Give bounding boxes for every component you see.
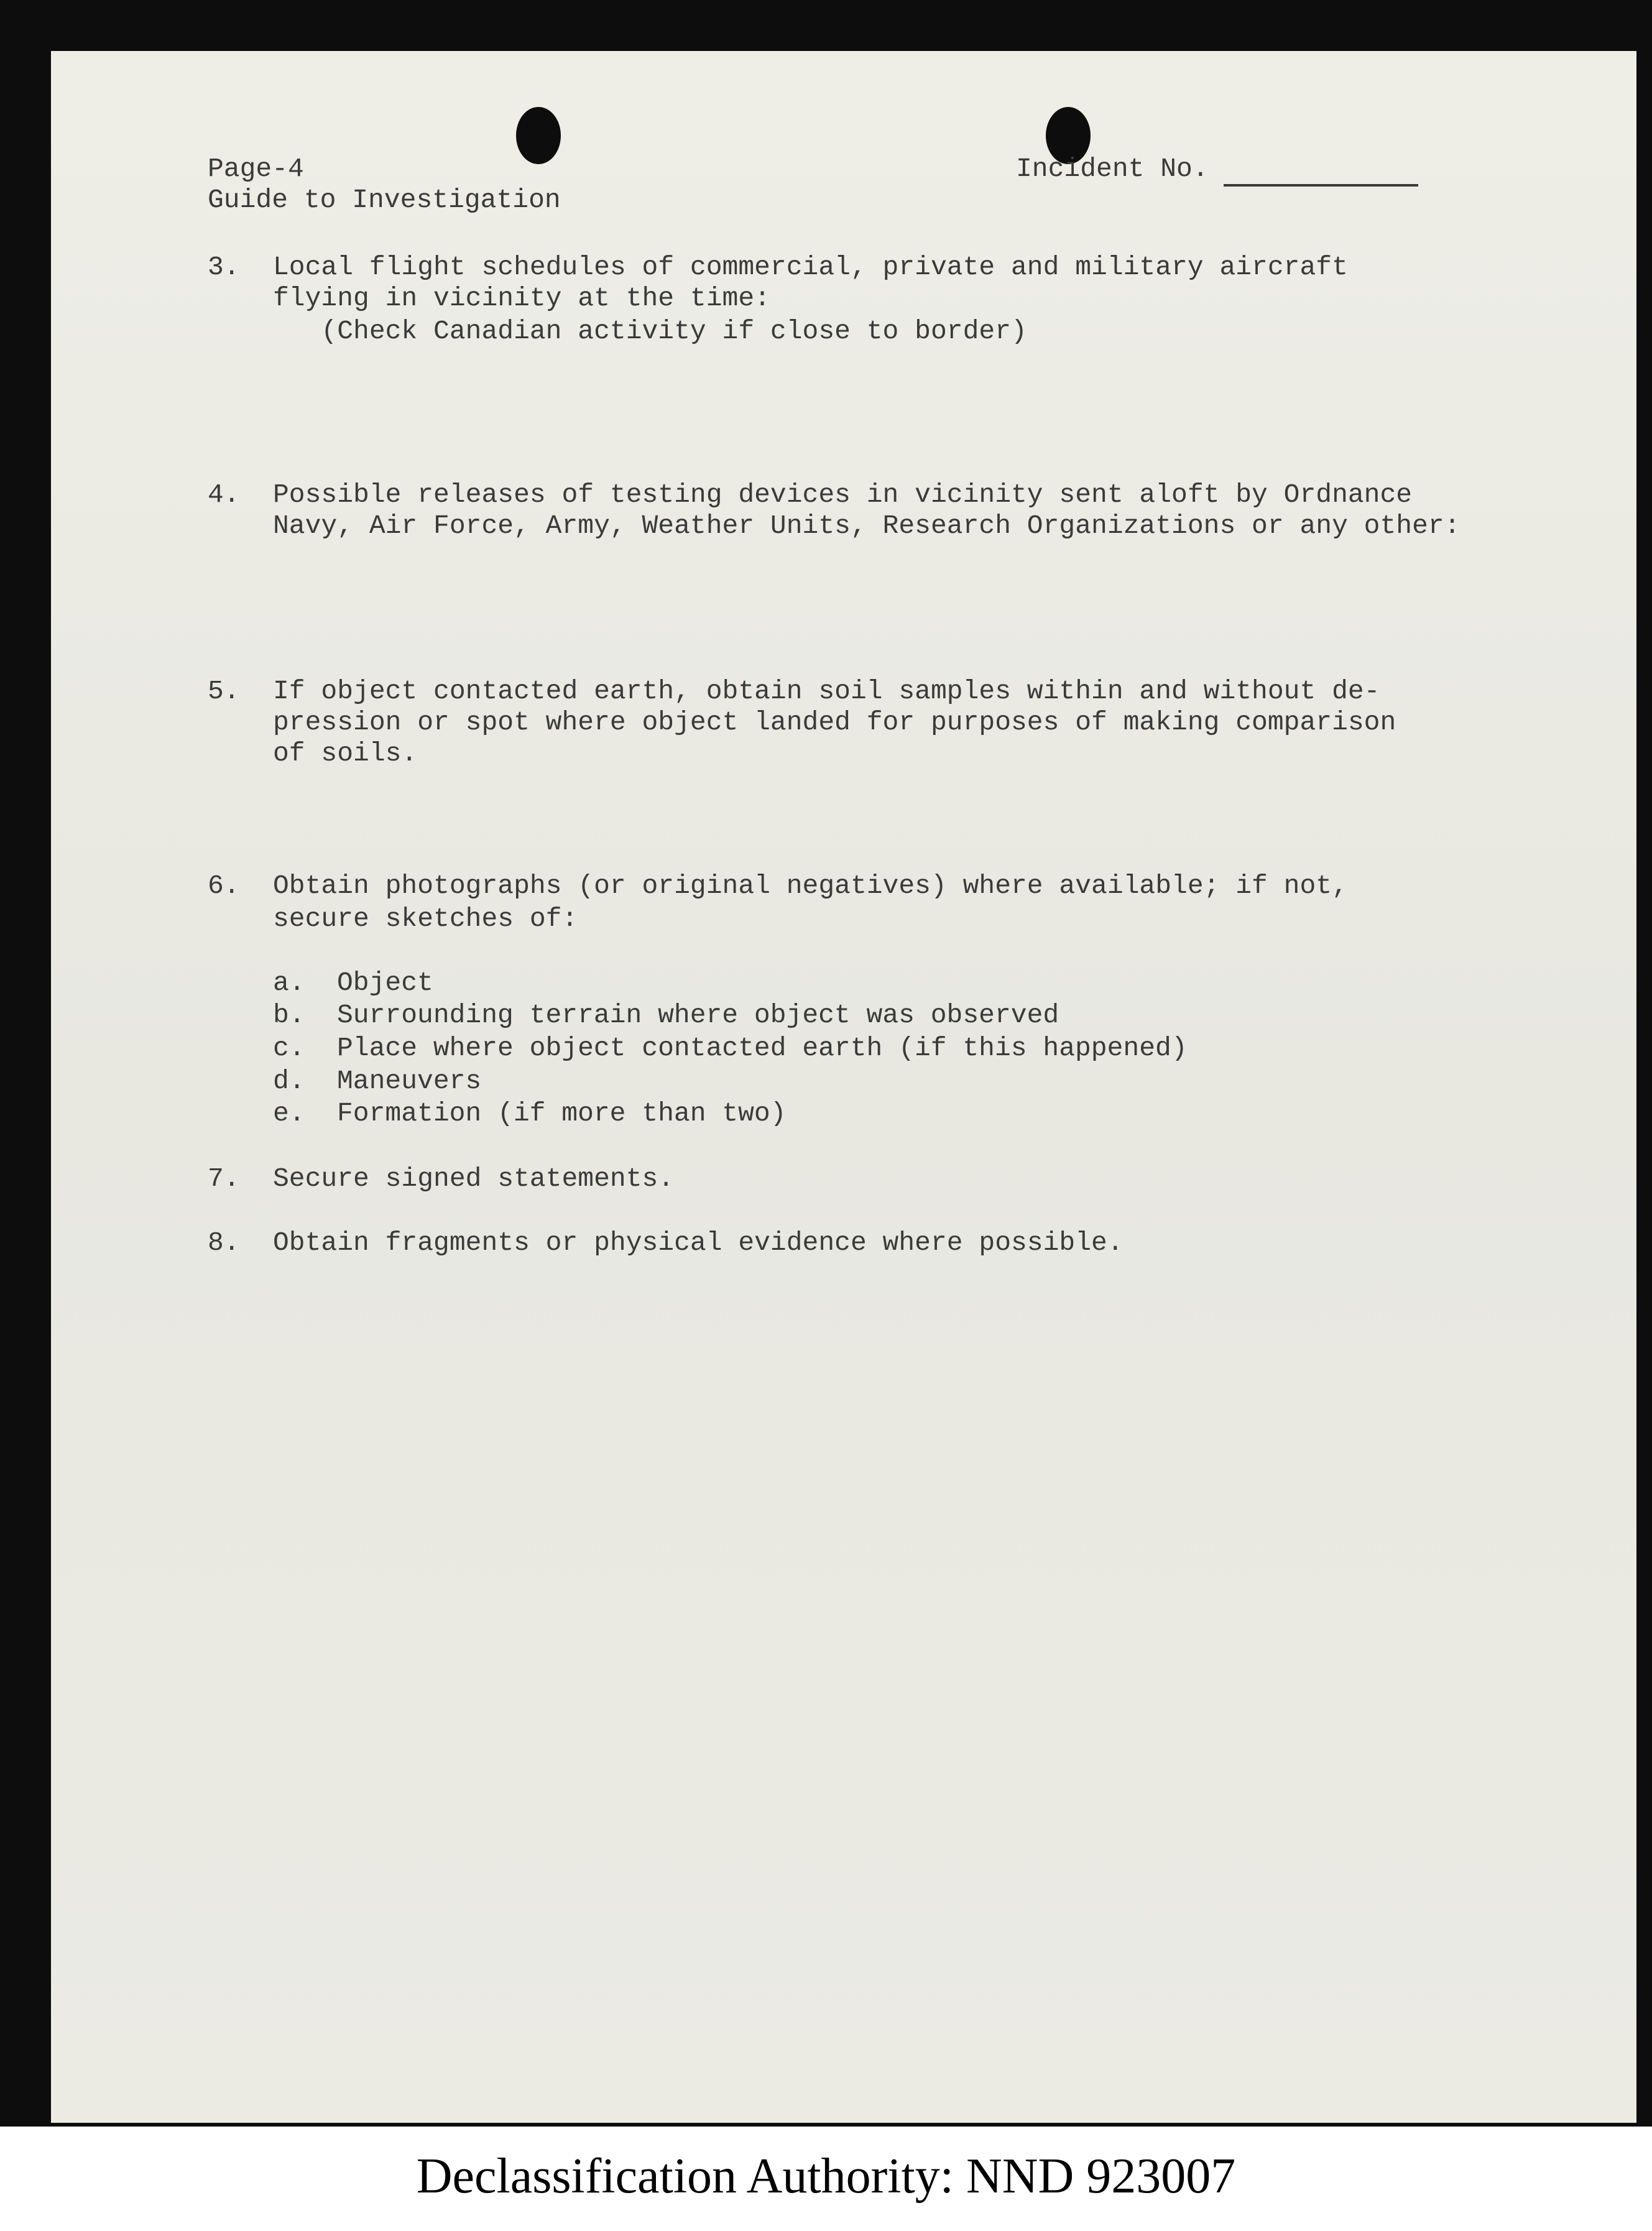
sketch-item: Maneuvers — [337, 1066, 482, 1096]
sketch-item: Formation (if more than two) — [337, 1098, 787, 1129]
item-line: (Check Canadian activity if close to border) — [273, 316, 1027, 346]
sketch-item: Surrounding terrain where object was observed — [337, 1000, 1059, 1030]
punch-hole — [516, 107, 561, 164]
sketch-item: Object — [337, 968, 433, 998]
item-line: flying in vicinity at the time: — [273, 283, 770, 313]
item-number: 3. — [208, 252, 240, 282]
item-line: Possible releases of testing devices in vicinity sent aloft by Ordnance — [273, 479, 1413, 510]
incident-label: Incident No. — [1016, 154, 1209, 184]
item-line: Obtain fragments or physical evidence where possible. — [273, 1227, 1124, 1258]
item-number: 8. — [208, 1227, 240, 1258]
sketch-letter: c. — [273, 1033, 305, 1063]
item-line: Secure signed statements. — [273, 1163, 675, 1194]
document-subtitle: Guide to Investigation — [208, 185, 561, 215]
item-number: 6. — [208, 871, 240, 901]
sketch-letter: a. — [273, 968, 305, 998]
sketch-letter: b. — [273, 1000, 305, 1030]
item-line: Local flight schedules of commercial, private and military aircraft — [273, 252, 1348, 282]
item-number: 5. — [208, 676, 240, 706]
page-number: Page-4 — [208, 154, 304, 184]
declassification-footer: Declassification Authority: NND 923007 — [416, 2149, 1236, 2204]
incident-number-blank — [1224, 184, 1418, 187]
sketch-item: Place where object contacted earth (if this happened) — [337, 1033, 1188, 1063]
item-line: secure sketches of: — [273, 903, 578, 934]
item-number: 7. — [208, 1163, 240, 1194]
item-line: pression or spot where object landed for purposes of making comparison — [273, 707, 1396, 737]
item-line: Navy, Air Force, Army, Weather Units, Research Organizations or any other: — [273, 510, 1460, 541]
item-line: of soils. — [273, 738, 418, 769]
item-line: If object contacted earth, obtain soil samples within and without de- — [273, 676, 1380, 706]
item-line: Obtain photographs (or original negatives) where available; if not, — [273, 871, 1348, 901]
sketch-letter: d. — [273, 1066, 305, 1096]
sketch-letter: e. — [273, 1098, 305, 1129]
item-number: 4. — [208, 479, 240, 510]
